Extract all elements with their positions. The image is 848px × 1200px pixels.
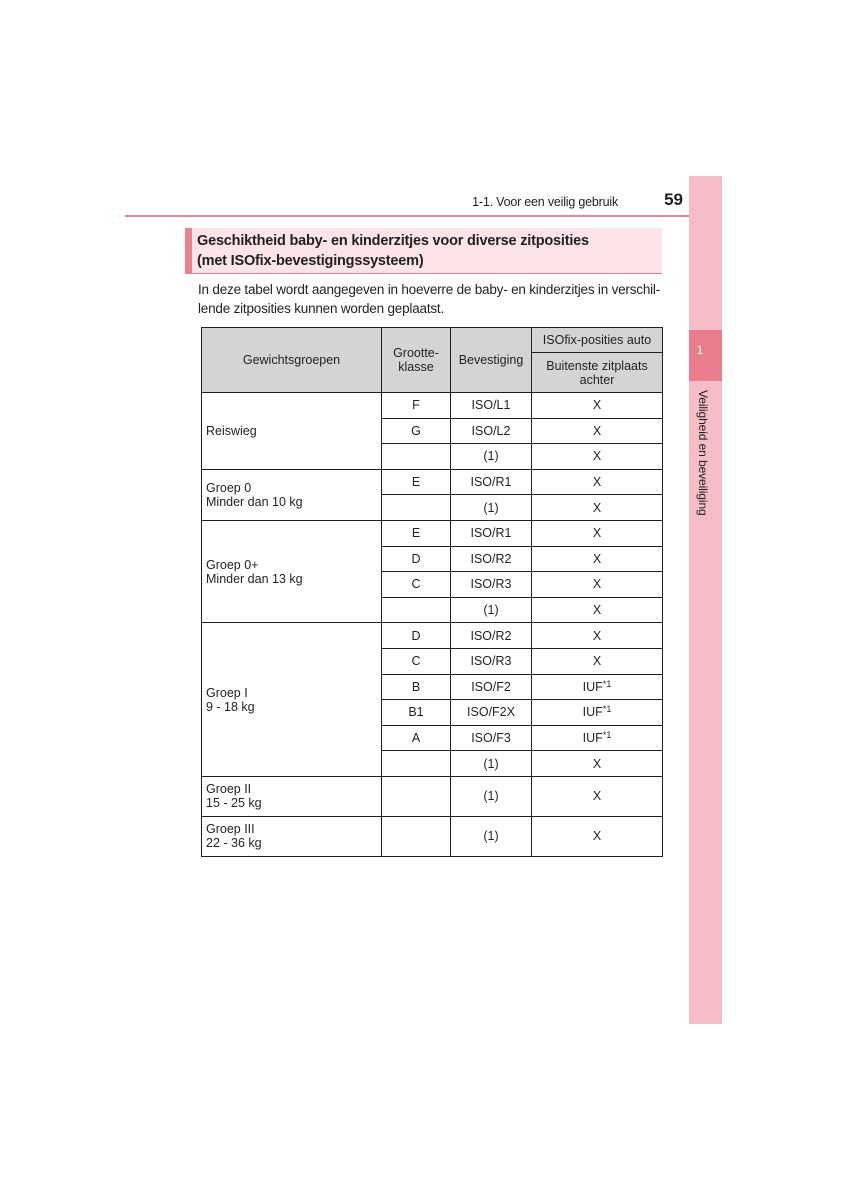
section-heading-line2: (met ISOfix-bevestigingssysteem)	[197, 253, 424, 269]
suitability-value: X	[592, 475, 602, 490]
size-class-cell	[382, 751, 451, 777]
weight-group-cell	[202, 393, 382, 470]
size-class-cell: B1	[382, 700, 451, 726]
suitability-cell	[532, 597, 663, 623]
suitability-cell	[532, 674, 663, 700]
weight-group-cell	[202, 623, 382, 777]
suitability-value: X	[592, 398, 602, 413]
size-class-cell	[382, 444, 451, 470]
size-class-cell: E	[382, 520, 451, 546]
table-row	[202, 623, 663, 649]
size-class-cell: B	[382, 674, 451, 700]
suitability-value: X	[592, 756, 602, 771]
size-class-cell	[382, 597, 451, 623]
suitability-cell	[532, 816, 663, 856]
suitability-value: X	[592, 789, 602, 804]
suitability-value: X	[592, 577, 602, 592]
weight-group-line: Groep III	[206, 822, 255, 837]
fixture-cell: ISO/F2	[451, 674, 532, 700]
suitability-cell	[532, 572, 663, 598]
page-number: 59	[664, 190, 683, 209]
suitability-value: IUF	[582, 679, 603, 694]
suitability-value: IUF	[582, 731, 603, 746]
size-class-cell: C	[382, 572, 451, 598]
table-row	[202, 393, 663, 419]
suitability-value: X	[592, 500, 602, 515]
suitability-cell	[532, 520, 663, 546]
weight-group-line: Reiswieg	[206, 423, 257, 438]
suitability-cell	[532, 700, 663, 726]
size-class-cell: G	[382, 418, 451, 444]
fixture-cell: ISO/R3	[451, 572, 532, 598]
heading-accent-bar	[185, 228, 192, 273]
fixture-cell: ISO/F2X	[451, 700, 532, 726]
weight-group-cell	[202, 469, 382, 520]
suitability-cell	[532, 444, 663, 470]
table-row	[202, 520, 663, 546]
suitability-value: X	[592, 526, 602, 541]
size-class-cell	[382, 816, 451, 856]
section-heading	[197, 231, 589, 271]
suitability-cell	[532, 623, 663, 649]
suitability-value: X	[592, 603, 602, 618]
suitability-cell	[532, 469, 663, 495]
header-fixture: Bevestiging	[451, 328, 532, 393]
weight-group-line: Groep I	[206, 685, 248, 700]
fixture-cell: ISO/R2	[451, 623, 532, 649]
header-size-class: Grootte-klasse	[382, 328, 451, 393]
size-class-cell: E	[382, 469, 451, 495]
weight-group-line: Minder dan 13 kg	[206, 571, 303, 586]
fixture-cell: (1)	[451, 444, 532, 470]
size-class-cell: A	[382, 725, 451, 751]
weight-group-line: 9 - 18 kg	[206, 699, 255, 714]
intro-paragraph: In deze tabel wordt aangegeven in hoeverre de baby- en kinderzitjes in verschil-lende zitposities kunnen worden geplaatst.	[198, 282, 661, 316]
table-row	[202, 469, 663, 495]
weight-group-cell	[202, 816, 382, 856]
weight-group-line: Groep II	[206, 782, 252, 797]
section-heading-line1: Geschiktheid baby- en kinderzitjes voor diverse zitposities	[197, 233, 589, 249]
weight-group-line: 15 - 25 kg	[206, 796, 262, 811]
fixture-cell: ISO/R2	[451, 546, 532, 572]
suitability-cell	[532, 725, 663, 751]
size-class-cell: D	[382, 546, 451, 572]
fixture-cell: (1)	[451, 495, 532, 521]
fixture-cell: (1)	[451, 597, 532, 623]
suitability-value: X	[592, 551, 602, 566]
size-class-cell: F	[382, 393, 451, 419]
suitability-cell	[532, 495, 663, 521]
suitability-value: X	[592, 449, 602, 464]
weight-group-cell	[202, 520, 382, 622]
weight-group-cell	[202, 776, 382, 816]
suitability-cell	[532, 393, 663, 419]
suitability-cell	[532, 776, 663, 816]
header-isofix-positions: ISOfix-posities auto	[532, 328, 663, 353]
suitability-value: X	[592, 829, 602, 844]
fixture-cell: ISO/L1	[451, 393, 532, 419]
footnote-marker: *1	[602, 730, 612, 741]
table-row	[202, 776, 663, 816]
suitability-cell	[532, 546, 663, 572]
weight-group-line: 22 - 36 kg	[206, 836, 262, 851]
size-class-cell: C	[382, 648, 451, 674]
suitability-cell	[532, 751, 663, 777]
chapter-label: Veiligheid en beveiliging	[696, 390, 710, 516]
section-heading-box	[185, 228, 662, 274]
fixture-cell: (1)	[451, 751, 532, 777]
header-outer-rear-seat: Buitenste zitplaats achter	[532, 353, 663, 393]
suitability-value: IUF	[582, 705, 603, 720]
fixture-cell: (1)	[451, 816, 532, 856]
chapter-side-tab[interactable]	[689, 176, 722, 1024]
header-rule	[125, 215, 722, 217]
table-row	[202, 816, 663, 856]
weight-group-line: Groep 0	[206, 480, 252, 495]
fixture-cell: ISO/R3	[451, 648, 532, 674]
fixture-cell: ISO/L2	[451, 418, 532, 444]
section-title: 1-1. Voor een veilig gebruik	[472, 195, 618, 209]
footnote-marker: *1	[602, 704, 612, 715]
size-class-cell: D	[382, 623, 451, 649]
table-body	[202, 393, 663, 857]
size-class-cell	[382, 776, 451, 816]
suitability-cell	[532, 648, 663, 674]
suitability-value: X	[592, 628, 602, 643]
footnote-marker: *1	[602, 678, 612, 689]
suitability-cell	[532, 418, 663, 444]
weight-group-line: Minder dan 10 kg	[206, 494, 303, 509]
fixture-cell: ISO/F3	[451, 725, 532, 751]
fixture-cell: ISO/R1	[451, 520, 532, 546]
weight-group-line: Groep 0+	[206, 557, 259, 572]
chapter-number: 1	[696, 343, 704, 357]
fixture-cell: (1)	[451, 776, 532, 816]
size-class-cell	[382, 495, 451, 521]
header-weight-groups: Gewichtsgroepen	[202, 328, 382, 393]
isofix-suitability-table	[201, 327, 663, 857]
suitability-value: X	[592, 654, 602, 669]
suitability-value: X	[592, 423, 602, 438]
fixture-cell: ISO/R1	[451, 469, 532, 495]
